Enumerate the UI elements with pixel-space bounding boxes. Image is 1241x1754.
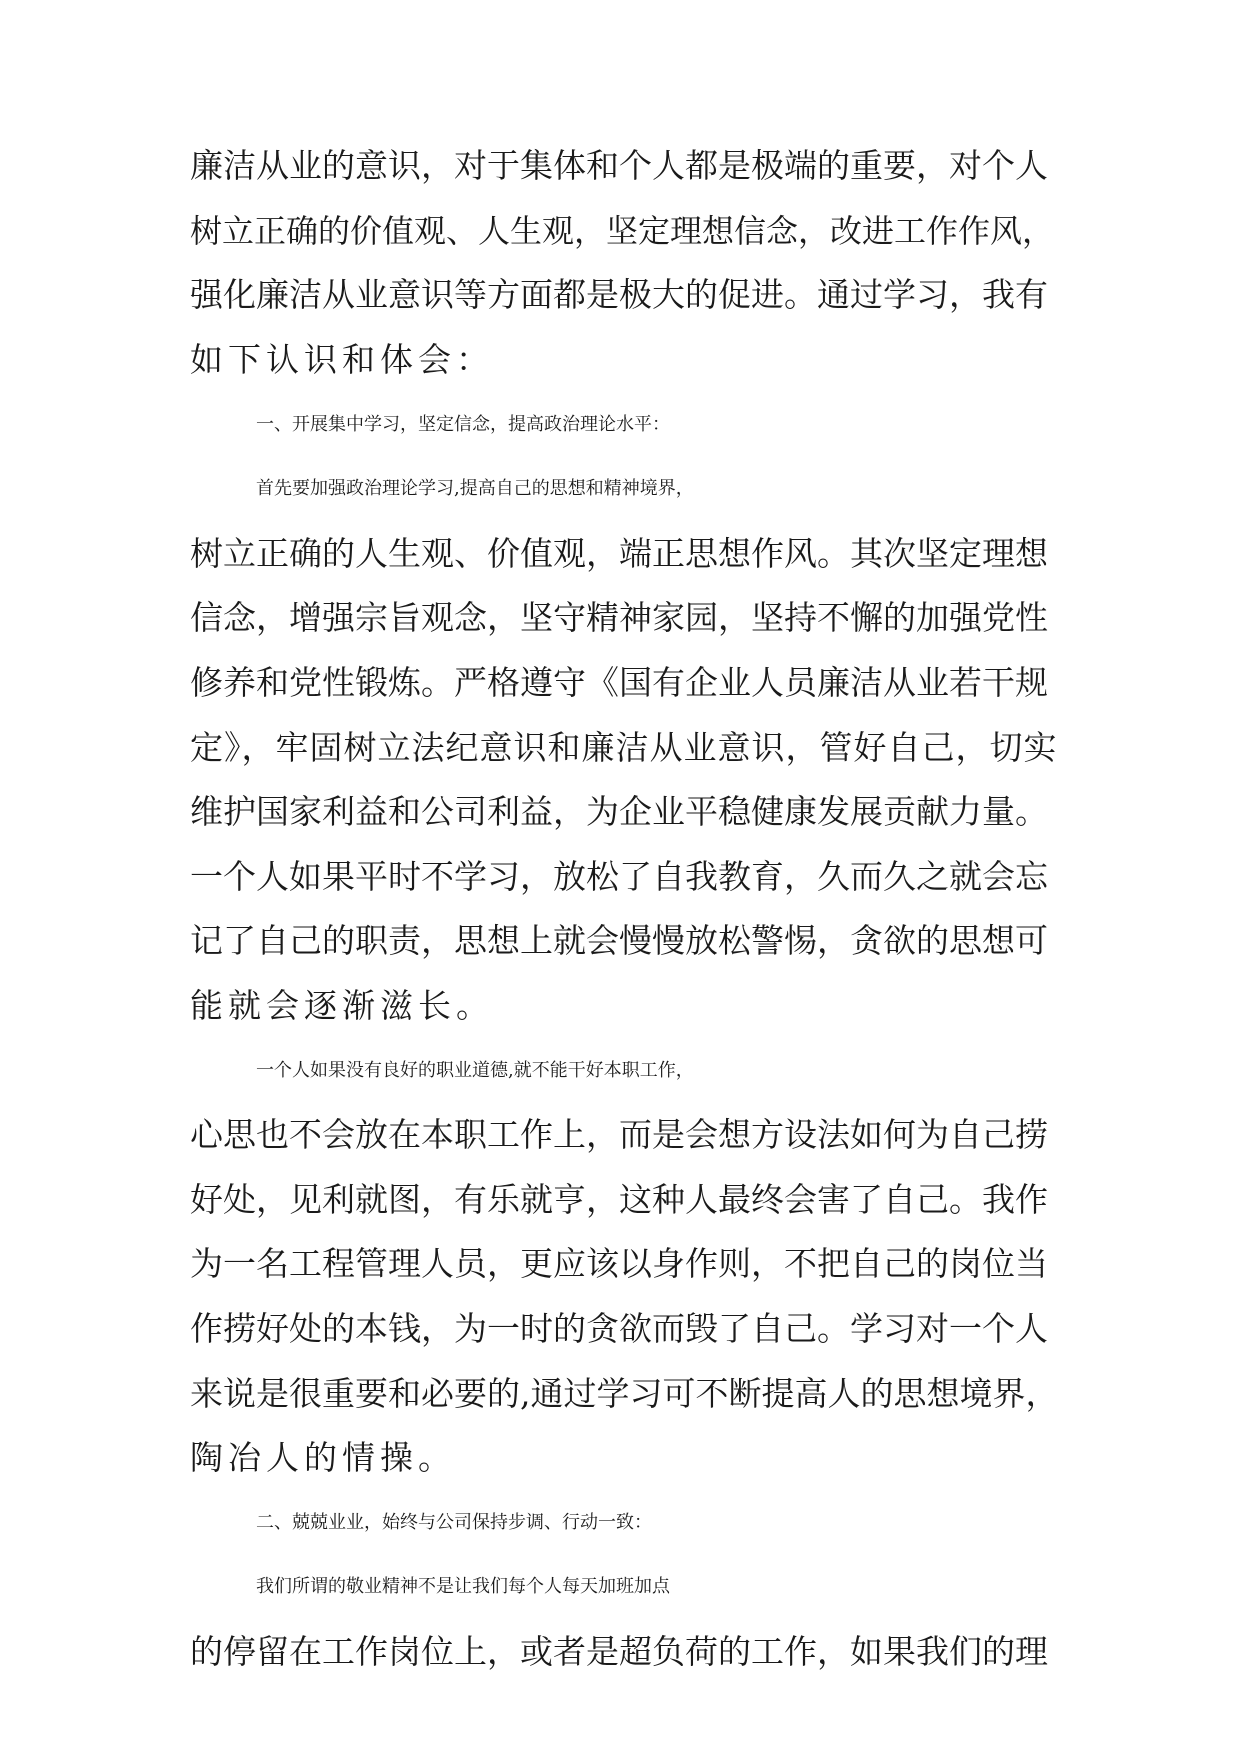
text-line: 修养和党性锻炼。严格遵守《国有企业人员廉洁从业若干规 (190, 663, 1048, 702)
text-line: 如下认识和体会： (190, 340, 494, 379)
text-line: 信念，增强宗旨观念，坚守精神家园，坚持不懈的加强党性 (190, 598, 1048, 637)
text-line: 陶冶人的情操。 (190, 1438, 456, 1477)
text-line: 强化廉洁从业意识等方面都是极大的促进。通过学习，我有 (190, 275, 1048, 314)
section-heading: 二、兢兢业业，始终与公司保持步调、行动一致： (256, 1512, 652, 1533)
text-line: 记了自己的职责，思想上就会慢慢放松警惕，贪欲的思想可 (190, 921, 1048, 960)
text-line: 首先要加强政治理论学习,提高自己的思想和精神境界， (256, 478, 694, 499)
text-line: 定》，牢固树立法纪意识和廉洁从业意识，管好自己，切实 (190, 728, 1058, 767)
text-line: 能就会逐渐滋长。 (190, 986, 494, 1025)
text-line: 一个人如果平时不学习，放松了自我教育，久而久之就会忘 (190, 857, 1048, 896)
text-line: 心思也不会放在本职工作上，而是会想方设法如何为自己捞 (190, 1115, 1048, 1154)
text-line: 为一名工程管理人员，更应该以身作则，不把自己的岗位当 (190, 1244, 1048, 1283)
text-line: 的停留在工作岗位上，或者是超负荷的工作，如果我们的理 (190, 1632, 1048, 1671)
text-line: 树立正确的价值观、人生观，坚定理想信念，改进工作作风， (190, 212, 1055, 250)
text-line: 维护国家利益和公司利益，为企业平稳健康发展贡献力量。 (190, 792, 1048, 831)
text-line: 一个人如果没有良好的职业道德,就不能干好本职工作， (256, 1060, 694, 1081)
text-line: 来说是很重要和必要的,通过学习可不断提高人的思想境界， (190, 1374, 1059, 1413)
text-line: 廉洁从业的意识，对于集体和个人都是极端的重要，对个人 (190, 146, 1048, 185)
text-line: 好处，见利就图，有乐就亨，这种人最终会害了自己。我作 (190, 1180, 1048, 1219)
text-line: 我们所谓的敬业精神不是让我们每个人每天加班加点 (256, 1576, 670, 1597)
text-line: 作捞好处的本钱，为一时的贪欲而毁了自己。学习对一个人 (190, 1309, 1048, 1348)
section-heading: 一、开展集中学习，坚定信念，提高政治理论水平： (256, 414, 670, 435)
text-line: 树立正确的人生观、价值观，端正思想作风。其次坚定理想 (190, 534, 1048, 573)
